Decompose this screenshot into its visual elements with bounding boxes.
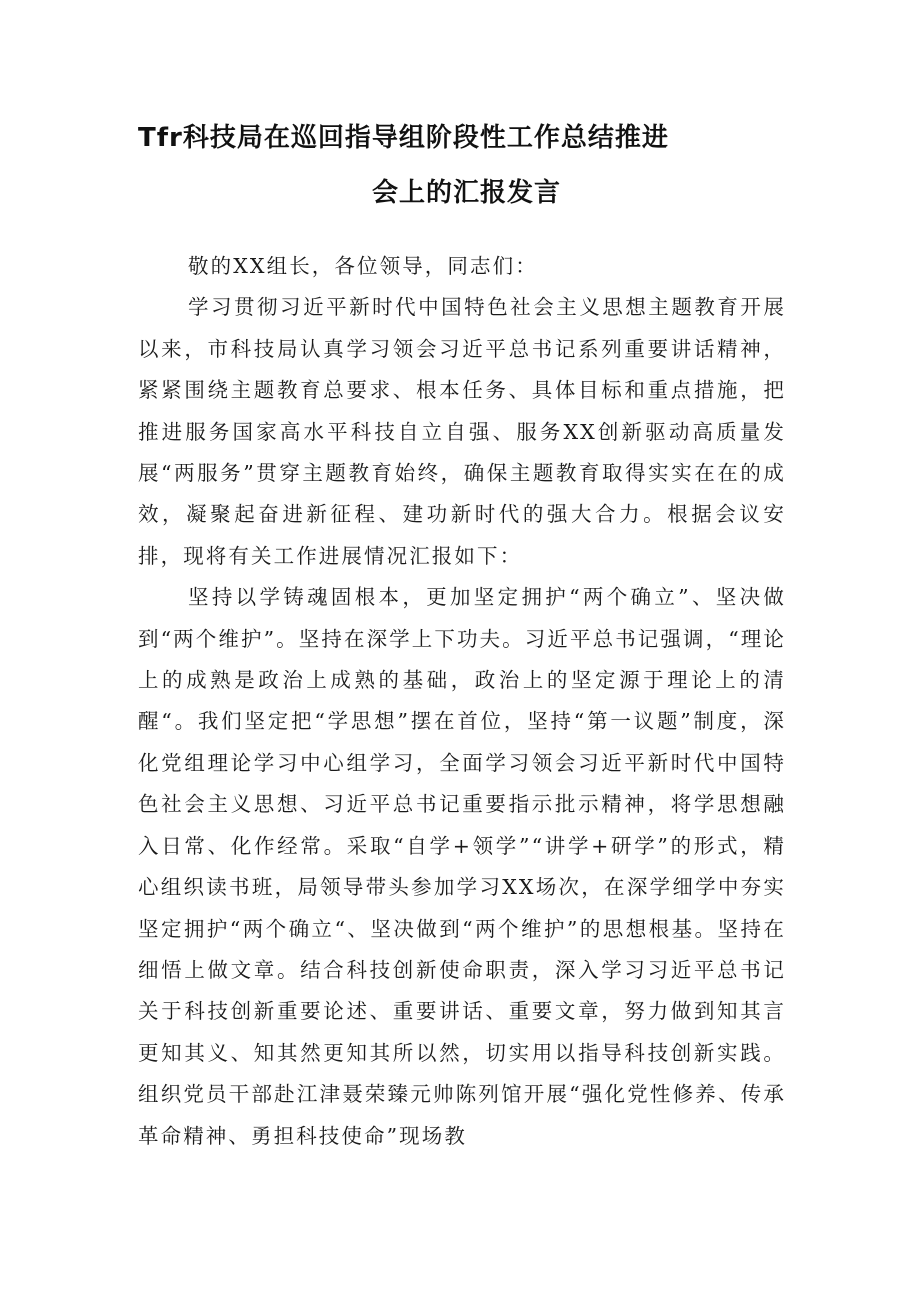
salutation: 敬的XX组长，各位领导，同志们： <box>188 254 538 278</box>
paragraph-intro: 学习贯彻习近平新时代中国特色社会主义思想主题教育开展以来，市科技局认真学习领会习近平总书记系列重要讲话精神，紧紧围绕主题教育总要求、根本任务、具体目标和重点措施，把推进服务国家高水平科技自立自强、服务XX创新驱动高质量发展“两服务”贯穿主题教育始终，确保主题教育取得实实在在的成效，凝聚起奋进新征程、建功新时代的强大合力。根据会议安排，现将有关工作进展情况汇报如下： <box>138 295 786 568</box>
paragraph-study: 坚持以学铸魂固根本，更加坚定拥护“两个确立”、坚决做到“两个维护”。坚持在深学上下功夫。习近平总书记强调，“理论上的成熟是政治上成熟的基础，政治上的坚定源于理论上的清醒“。我们坚定把“学思想”摆在首位，坚持“第一议题”制度，深化党组理论学习中心组学习，全面学习领会习近平新时代中国特色社会主义思想、习近平总书记重要指示批示精神，将学思想融入日常、化作经常。采取“自学+领学”“讲学+研学”的形式，精心组织读书班，局领导带头参加学习XX场次，在深学细学中夯实坚定拥护“两个确立“、坚决做到“两个维护”的思想根基。坚持在细悟上做文章。结合科技创新使命职责，深入学习习近平总书记关于科技创新重要论述、重要讲话、重要文章，努力做到知其言更知其义、知其然更知其所以然，切实用以指导科技创新实践。组织党员干部赴江津聂荣臻元帅陈列馆开展“强化党性修养、传承革命精神、勇担科技使命”现场教 <box>138 585 786 1148</box>
document-title-line-2: 会上的汇报发言 <box>372 178 562 208</box>
document-title-line-1: Tfr科技局在巡回指导组阶段性工作总结推进 <box>138 123 669 153</box>
document-body <box>138 246 786 1157</box>
